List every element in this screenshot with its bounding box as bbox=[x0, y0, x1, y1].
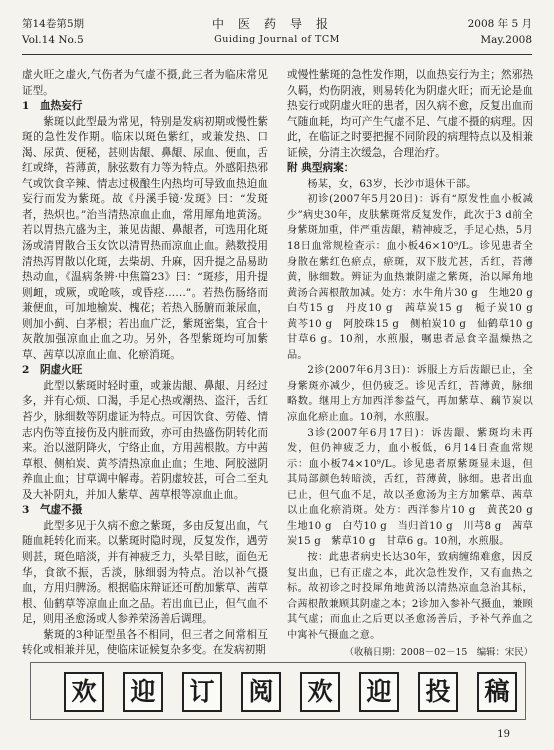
paragraph-continuation: 或慢性紫斑的急性发作期，以血热妄行为主；然邪热久羁，灼伤阴液，则易转化为阴虚火旺；而无论是血热妄行或阴虚火旺的患者，因久病不愈，反复出血而气随血耗，均可产生气虚不足、气虚不摄的病理。因此，在临证之时要把握不同阶段的病理特点以及相兼证候，分清主次缓急，合理治疗。 bbox=[287, 69, 533, 159]
paragraph-yin-deficiency: 此型以紫斑时轻时重，或兼齿龈、鼻龈、月经过多，并有心烦、口渴，手足心热或潮热、盗汗，舌红苔少，脉细数等阴虚证为特点。可因饮食、劳倦、情志内伤等直接伤及内脏而致，亦可由热盛伤阴转化而来。治以滋阴降火，宁络止血，方用茜根散。方中茜草根、侧柏炭、黄芩清热凉血止血；生地、阿胶滋阴养血止血；甘草调中解毒。若阴虚较甚，可合二至丸及大补阴丸，并加人紫草、茜草根等凉血止血。 bbox=[22, 379, 268, 501]
paragraph-blood-heat: 紫斑以此型最为常见，特别是发病初期或慢性紫斑的急性发作期。临床以斑色紫红，或兼发热、口渴、尿黄、便秘，甚则齿龈、鼻龈、尿血、便血，舌红或绛，苔薄黄，脉弦数有力等为特点。外感阳热邪气或饮食辛辣、情志过极酿生内热均可导致血热迫血妄行而发为紫斑。故《丹溪手镜·发斑》曰：“发斑者，热炽也。”治当清热凉血止血，常用犀角地黄汤。若以胃热亢盛为主，兼见齿龈、鼻龈者，可选用化斑汤或清胃散合玉女饮以清胃热而凉血止血。熱数投用清热泻胃散以化斑，去柴胡、升麻，因升提之品易助热动血，《温病条辨·中焦篇23》曰：“斑疹，用升提则衄，或厥，或呛咳，或昏痉……”。若热伤肠络而兼便血，可加地榆炭、槐花；若热入肠腑而兼尿血，则加小蓟、白茅根；若出血广泛，紫斑密集，宜合十灰散加强凉血止血之功。另外，各型紫斑均可加紫草、茜草以凉血止血、化瘀消斑。 bbox=[22, 115, 268, 361]
page-number: 19 bbox=[497, 729, 510, 740]
issue-date bbox=[468, 16, 532, 48]
subscription-banner bbox=[30, 662, 526, 720]
paragraph-qi-deficiency: 此型多见于久病不愈之紫斑，多由反复出血，气随血耗转化而来。以紫斑时隐时现，反复发作，遇劳则甚，斑色暗淡，并有神疲乏力，头晕目眩，面色无华，食欲不振，舌淡，脉细弱为特点。治以补气摄血，方用归脾汤。根据临床辩证还可酌加紫草、茜草根、仙鹤草等凉血止血之品。若出血已止，但气血不足，则用圣愈汤或人参养荣汤善后调理。 bbox=[22, 519, 268, 626]
banner-char: 迎 bbox=[359, 672, 399, 712]
received-date-line: （收稿日期：2008－02－15 编辑：宋民） bbox=[344, 647, 533, 659]
case-first-visit: 初诊(2007年5月20日)：诉有“原发性血小板减少”病史30年，皮肤紫斑常反复发作，此次于3 d前全身紫斑加重，伴严重齿龈，精神疲乏，手足心热，5月18日血常规检查示：血小板46×10⁹/L。诊见患者全身散在紫红色瘀点，瘀斑，双下肢尤甚，舌红，苔薄黄，脉细数。辨证为血热兼阴虚之紫斑，治以犀角地黄汤合茜根散加减。处方：水牛角片30 g 生地20 g 白芍15 g 丹皮10 g 茜草炭15 g 栀子炭10 g 黄芩10 g 阿胶珠15 g 侧柏炭10 g 仙鹤草10 g 甘草6 g。10剂，水煎服，嘱患者忌食辛温燥热之品。 bbox=[287, 194, 544, 361]
banner-char: 投 bbox=[418, 672, 458, 712]
paragraph-summary: 紫斑的3种证型虽各不相同，但三者之间常相互转化或相兼并见，使临床证候复杂多变。在发病初期 bbox=[22, 628, 268, 657]
case-commentary: 按：此患者病史长达30年，致病缠绵难愈，因反复出血，已有正虚之本，此次急性发作，又有血热之标。故初诊之时投犀角地黄汤以清热凉血急治其标，合茜根散兼顾其阴虚之本；2诊加入参补气摄血，兼顾其气虚；而血止之后更以圣愈汤善后，予补气养血之中寓补气摄血之意。 bbox=[287, 551, 533, 641]
case-patient-intro: 杨某，女，63岁，长沙市退休干部。 bbox=[307, 178, 477, 190]
journal-title-cn: 中医药导报 bbox=[211, 17, 342, 31]
banner-char: 迎 bbox=[123, 672, 163, 712]
section-heading-yin-deficiency: 2 阴虚火旺 bbox=[22, 364, 83, 377]
banner-char: 阅 bbox=[241, 672, 281, 712]
case-second-visit: 2诊(2007年6月3日)：诉服上方后齿龈已止，全身紫斑亦减少，但仍疲乏。诊见舌红，苔薄黄，脉细略数。继用上方加西洋参益气，再加紫草、藕节炭以凉血化瘀止血。10剂，水煎服。 bbox=[287, 365, 533, 424]
journal-title-en: Guiding Journal of TCM bbox=[214, 34, 340, 45]
banner-char: 稿 bbox=[477, 672, 517, 712]
date-cn: 2008 年 5 月 bbox=[467, 18, 532, 30]
section-heading-qi-deficiency: 3 气虚不摄 bbox=[22, 504, 83, 517]
banner-char: 欢 bbox=[64, 672, 104, 712]
right-column bbox=[287, 68, 544, 661]
banner-char: 欢 bbox=[300, 672, 340, 712]
left-column bbox=[22, 68, 268, 659]
date-en: May.2008 bbox=[480, 34, 532, 46]
paragraph-intro: 虚火旺之虚火,气伤者为气虚不摄,此三者为临床常见证型。 bbox=[22, 69, 268, 97]
issue-en: Vol.14 No.5 bbox=[22, 34, 84, 46]
running-header bbox=[22, 10, 532, 55]
banner-char: 订 bbox=[182, 672, 222, 712]
case-section-heading: 附 典型病案： bbox=[287, 162, 355, 175]
journal-title bbox=[22, 16, 532, 48]
case-third-visit: 3诊(2007年6月17日)：诉齿龈、紫斑均未再发，但仍神疲乏力，血小板低，6月14日查血常规示：血小板74×10⁹/L。诊见患者原紫斑显未退，但其局部颜色转暗淡，舌红，苔薄黄，脉细。患者出血已止，但气血不足，故以圣愈汤为主方加紫草、茜草以止血化瘀消斑。处方：西洋参片10 g 黄芪20 g 生地10 g 白芍10 g 当归首10 g 川芎8 g 茜草炭15 g 紫草10 g 甘草6 g。10剂，水煎服。 bbox=[287, 427, 544, 548]
section-heading-blood-heat: 1 血热妄行 bbox=[22, 100, 83, 113]
issue-cn: 第14卷第5期 bbox=[22, 18, 85, 30]
